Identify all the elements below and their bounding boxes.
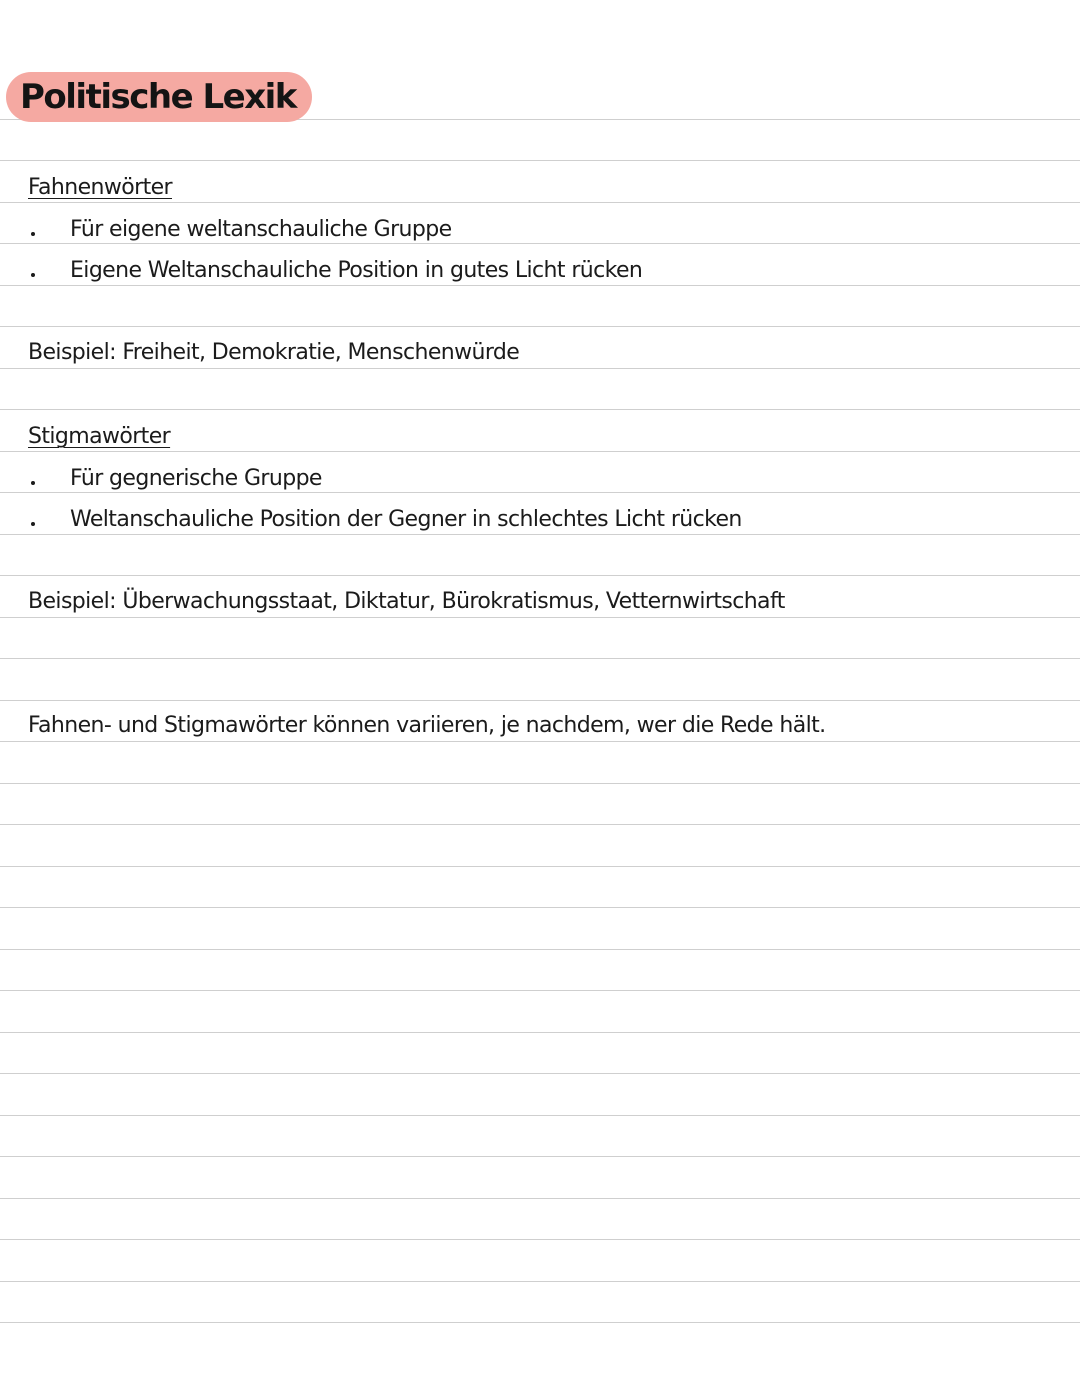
ruled-line [0,783,1080,784]
ruled-line [0,949,1080,950]
bullet-item: Für eigene weltanschauliche Gruppe [70,217,452,242]
ruled-line [0,1073,1080,1074]
section-heading-stigmawoerter: Stigmawörter [28,424,171,449]
ruled-line [0,534,1080,535]
ruled-line [0,866,1080,867]
ruled-line [0,700,1080,701]
ruled-line [0,1115,1080,1116]
title-highlight [6,72,312,122]
ruled-line [0,409,1080,410]
ruled-line [0,326,1080,327]
example-line: Beispiel: Überwachungsstaat, Diktatur, Bürokratismus, Vetternwirtschaft [28,589,785,614]
ruled-line [0,160,1080,161]
ruled-line [0,575,1080,576]
ruled-line [0,285,1080,286]
ruled-line [0,824,1080,825]
page-title: Politische Lexik [20,77,296,117]
ruled-line [0,1156,1080,1157]
ruled-line [0,202,1080,203]
ruled-line [0,1198,1080,1199]
bullet-item: Eigene Weltanschauliche Position in gutes Licht rücken [70,258,643,283]
ruled-line [0,907,1080,908]
bullet-icon [31,481,35,485]
ruled-line [0,1032,1080,1033]
example-line: Beispiel: Freiheit, Demokratie, Menschenwürde [28,340,520,365]
bullet-icon [31,522,35,526]
ruled-line [0,658,1080,659]
bullet-icon [31,232,35,236]
ruled-line [0,617,1080,618]
ruled-line [0,1322,1080,1323]
ruled-line [0,741,1080,742]
conclusion-line: Fahnen- und Stigmawörter können variieren, je nachdem, wer die Rede hält. [28,713,826,738]
ruled-line [0,1281,1080,1282]
section-heading-fahnenwoerter: Fahnenwörter [28,175,172,200]
ruled-line [0,990,1080,991]
bullet-item: Weltanschauliche Position der Gegner in schlechtes Licht rücken [70,507,742,532]
ruled-line [0,368,1080,369]
ruled-line [0,451,1080,452]
bullet-item: Für gegnerische Gruppe [70,466,322,491]
bullet-icon [31,273,35,277]
ruled-line [0,1239,1080,1240]
